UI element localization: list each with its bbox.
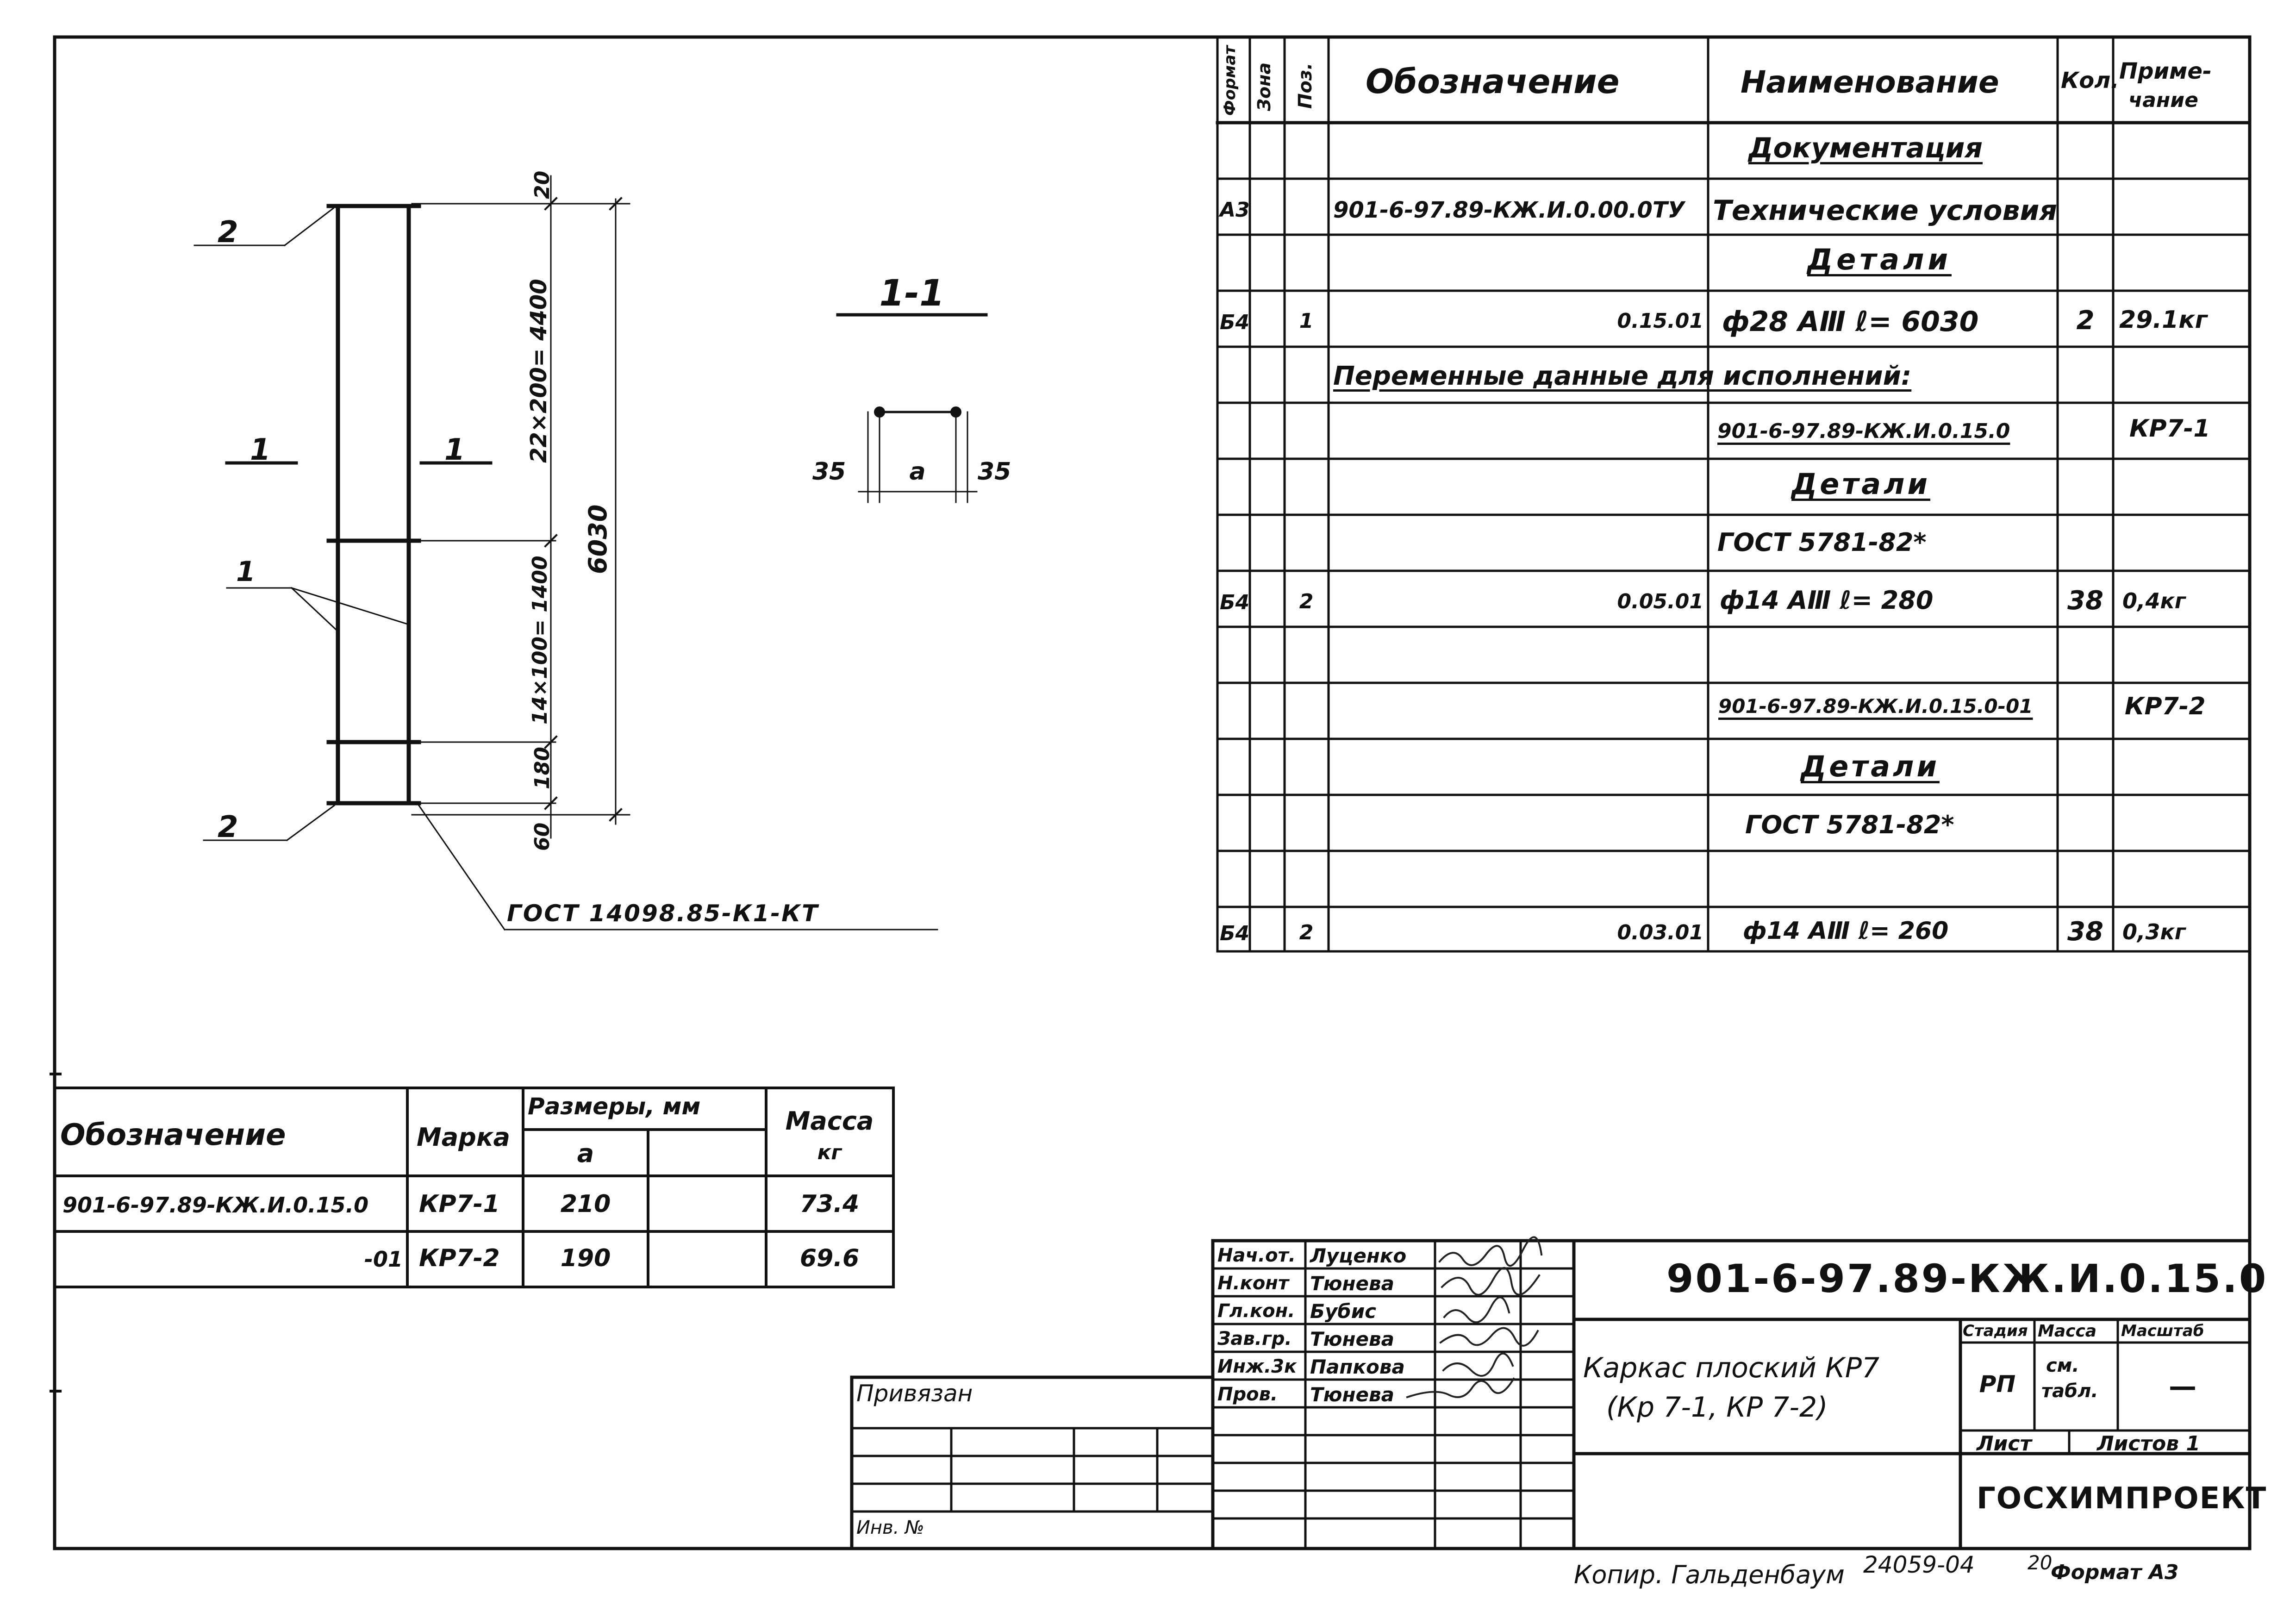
dim-6030: 6030 [583, 504, 612, 574]
sheets-label: Листов 1 [2097, 1432, 2200, 1455]
spec-header-note-1: Приме- [2119, 58, 2212, 84]
dim-22x200: 22×200= 4400 [526, 279, 552, 463]
row3-qty: 38 [2067, 917, 2103, 947]
section-documentation: Документация [1748, 132, 1983, 164]
role-1: Нач.от. [1217, 1245, 1296, 1266]
row3-designation: 0.03.01 [1617, 921, 1703, 944]
variants-row2-mass: 69.6 [799, 1244, 860, 1272]
row2-qty: 38 [2067, 586, 2103, 616]
row3-pos: 2 [1299, 921, 1314, 944]
role-3: Гл.кон. [1217, 1300, 1295, 1322]
spec-header-note-2: чание [2128, 88, 2198, 112]
variants-header-mark: Марка [417, 1123, 510, 1152]
section-details-2: Детали [1791, 467, 1930, 501]
variants-header-sizes: Размеры, мм [528, 1093, 701, 1120]
label-section-1-left: 1 [250, 433, 271, 467]
section-details-3: Детали [1801, 750, 1940, 783]
person-2: Тюнева [1310, 1272, 1394, 1295]
row-tu-format: А3 [1220, 198, 1250, 222]
weld-gost: ГОСТ 14098.85-К1-КТ [507, 900, 819, 927]
label-pos-2-bottom: 2 [218, 810, 238, 844]
person-1: Луценко [1310, 1244, 1407, 1267]
sheet-label: Лист [1977, 1432, 2032, 1455]
row3-name: ф14 АⅢ ℓ= 260 [1743, 917, 1949, 945]
dim-60: 60 [530, 822, 554, 851]
variants-header-mass-2: кг [817, 1141, 842, 1164]
variants-row2-a: 190 [560, 1244, 611, 1272]
copy-number: 20 [2028, 1551, 2053, 1574]
spec-header-pos: Поз. [1295, 62, 1316, 109]
row-tu-name: Технические условия [1713, 194, 2057, 227]
variants-row2-designation: -01 [364, 1247, 403, 1272]
role-6: Пров. [1217, 1384, 1278, 1405]
variants-header-a: а [577, 1139, 594, 1168]
mass-value-1: см. [2046, 1355, 2079, 1376]
stage-value: РП [1979, 1371, 2016, 1398]
order-number: 24059-04 [1863, 1551, 1975, 1578]
bound-label: Привязан [856, 1380, 973, 1407]
spec-header-name: Наименование [1741, 64, 1999, 100]
gost-1: ГОСТ 5781-82* [1717, 528, 1927, 557]
gost-2: ГОСТ 5781-82* [1745, 810, 1954, 839]
row1-pos: 1 [1299, 309, 1314, 333]
format-label: Формат А3 [2051, 1561, 2179, 1584]
variable-data-heading: Переменные данные для исполнений: [1333, 361, 1912, 391]
role-4: Зав.гр. [1217, 1328, 1292, 1349]
variant1-mark: КР7-1 [2129, 415, 2210, 443]
section-dim-right: 35 [978, 458, 1011, 486]
variant1-code: 901-6-97.89-КЖ.И.0.15.0 [1717, 419, 2010, 443]
row2-note: 0,4кг [2122, 588, 2186, 613]
row1-qty: 2 [2076, 306, 2095, 336]
scale-label: Масштаб [2121, 1322, 2204, 1340]
document-code: 901-6-97.89-КЖ.И.0.15.0 [1666, 1256, 2268, 1301]
variants-row1-mark: КР7-1 [419, 1190, 500, 1218]
row-tu-designation: 901-6-97.89-КЖ.И.0.00.0ТУ [1333, 197, 1685, 223]
person-4: Тюнева [1310, 1328, 1394, 1350]
scale-value: — [2169, 1370, 2196, 1403]
role-5: Инж.3к [1217, 1356, 1297, 1377]
section-dim-left: 35 [812, 458, 846, 486]
stage-label: Стадия [1963, 1322, 2028, 1340]
organization-name: ГОСХИМПРОЕКТ [1977, 1481, 2267, 1516]
row2-format: Б4 [1220, 591, 1250, 614]
row1-designation: 0.15.01 [1617, 309, 1703, 333]
person-6: Тюнева [1310, 1383, 1394, 1406]
dim-180: 180 [530, 747, 554, 789]
row2-name: ф14 АⅢ ℓ= 280 [1720, 586, 1934, 615]
frame-elevation [194, 176, 937, 930]
row1-name: ф28 АⅢ ℓ= 6030 [1722, 306, 1979, 338]
variant2-code: 901-6-97.89-КЖ.И.0.15.0-01 [1718, 695, 2033, 718]
row2-pos: 2 [1299, 590, 1314, 613]
row3-note: 0,3кг [2122, 919, 2186, 944]
spec-table-lines [1217, 37, 2250, 951]
variants-header-designation: Обозначение [60, 1118, 286, 1152]
section-1-1-title: 1-1 [879, 273, 945, 314]
inv-label: Инв. № [856, 1517, 924, 1538]
mass-label: Масса [2038, 1322, 2097, 1341]
spec-header-qty: Кол. [2061, 68, 2119, 94]
row1-format: Б4 [1220, 311, 1250, 334]
row2-designation: 0.05.01 [1617, 590, 1703, 613]
variants-row1-designation: 901-6-97.89-КЖ.И.0.15.0 [62, 1193, 369, 1218]
spec-header-zone: Зона [1254, 62, 1274, 111]
copied-by: Копир. Гальденбаум [1574, 1560, 1845, 1589]
label-pos-2-top: 2 [218, 215, 238, 250]
row1-note: 29.1кг [2119, 306, 2208, 334]
label-pos-1-bars: 1 [236, 556, 256, 588]
person-3: Бубис [1310, 1300, 1377, 1323]
document-title-1: Каркас плоский КР7 [1583, 1352, 1880, 1384]
variants-row2-mark: КР7-2 [419, 1244, 500, 1272]
variants-row1-mass: 73.4 [799, 1190, 860, 1218]
dim-14x100: 14×100= 1400 [528, 556, 552, 725]
mass-value-2: табл. [2041, 1380, 2098, 1402]
label-section-1-right: 1 [444, 433, 465, 467]
dim-20: 20 [530, 170, 554, 199]
document-title-2: (Кр 7-1, КР 7-2) [1606, 1391, 1828, 1424]
variant2-mark: КР7-2 [2125, 693, 2206, 720]
role-2: Н.конт [1217, 1273, 1289, 1294]
section-details: Детали [1807, 243, 1952, 276]
section-dim-a: а [909, 458, 926, 486]
spec-header-format: Формат [1221, 45, 1239, 116]
row3-format: Б4 [1220, 922, 1250, 945]
variants-row1-a: 210 [560, 1190, 611, 1218]
person-5: Папкова [1310, 1355, 1405, 1378]
spec-header-designation: Обозначение [1366, 62, 1620, 101]
variants-header-mass-1: Масса [785, 1106, 874, 1136]
